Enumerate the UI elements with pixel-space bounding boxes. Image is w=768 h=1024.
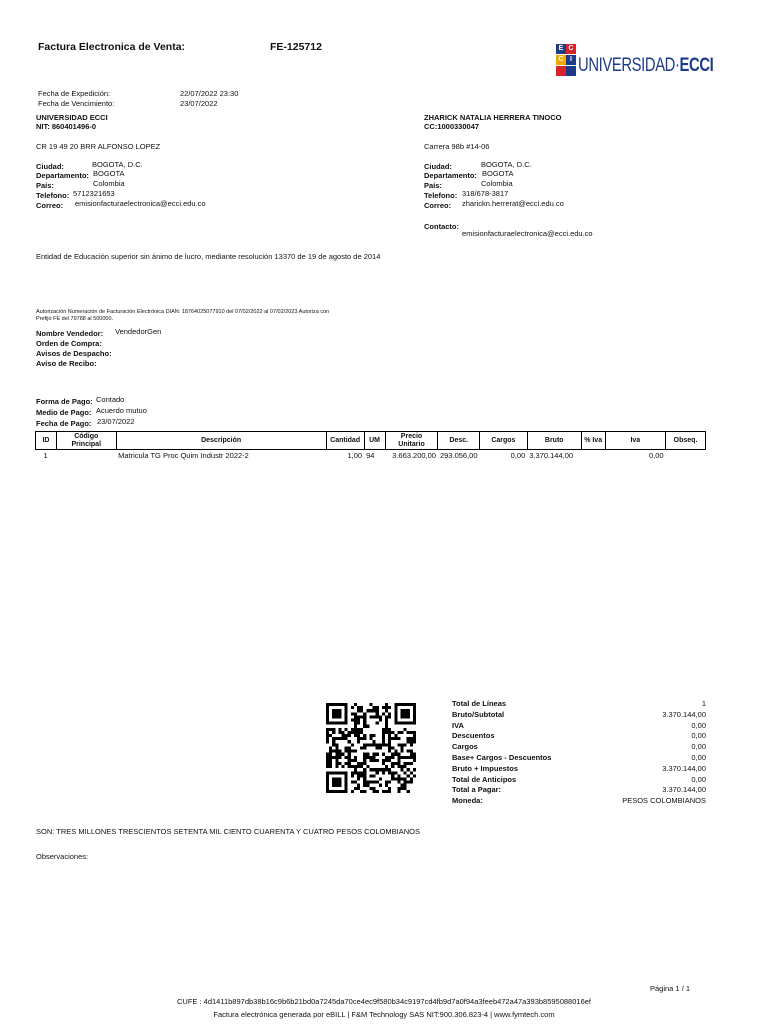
entity-note: Entidad de Educación superior sin ánimo de lucro, mediante resolución 13370 de 19 de agosto de 2014 — [36, 252, 381, 261]
total-value: 0,00 — [691, 742, 706, 752]
logo-letter-c1: C — [566, 44, 576, 54]
col-header-iva: Iva — [605, 432, 665, 450]
vendedor-value: VendedorGen — [115, 327, 162, 336]
total-label: IVA — [452, 720, 464, 730]
issuer-pais-label: País: — [36, 181, 54, 190]
forma-pago-label: Forma de Pago: — [36, 397, 93, 406]
fecha-pago-label: Fecha de Pago: — [36, 419, 92, 428]
col-header-precio: Precio Unitario — [385, 432, 438, 450]
total-value: 1 — [701, 699, 706, 708]
fecha-vencimiento-label: Fecha de Vencimiento: — [38, 99, 115, 108]
total-label: Cargos — [452, 742, 478, 752]
cufe: CUFE : 4d1411b897db38b16c9b6b21bd0a7245da70ce4ec9f580b34c9197cd4fb9d7a0f94a3feeb472a47a393b8595088016ef — [177, 997, 591, 1006]
total-label: Bruto + Impuestos — [452, 763, 519, 773]
customer-contacto-label: Contacto: — [424, 222, 459, 231]
cell-desc: 293.056,00 — [439, 451, 478, 460]
total-value: 3.370.144,00 — [662, 763, 706, 773]
cell-bruto: 3.370.144,00 — [529, 451, 574, 460]
items-table — [35, 431, 706, 461]
total-label: Total de Anticipos — [452, 774, 517, 784]
total-label: Bruto/Subtotal — [452, 709, 505, 719]
total-value: 0,00 — [691, 720, 706, 730]
orden-compra-label: Orden de Compra: — [36, 339, 102, 348]
cell-um: 94 — [366, 451, 375, 460]
logo-block — [556, 66, 566, 76]
total-value: 0,00 — [691, 774, 706, 784]
medio-pago-value: Acuerdo mutuo — [96, 406, 147, 415]
col-header-desc: Desc. — [438, 432, 480, 450]
avisos-despacho-label: Avisos de Despacho: — [36, 349, 112, 358]
customer-contacto: emisionfacturaelectronica@ecci.edu.co — [462, 229, 593, 238]
document-type-label: Factura Electronica de Venta: — [38, 41, 186, 53]
logo-letter-i: I — [566, 55, 576, 65]
customer-tel: 318/678-3817 — [462, 189, 509, 198]
table-row — [36, 450, 706, 462]
col-header-cantidad: Cantidad — [326, 432, 364, 450]
col-header-cargos: Cargos — [480, 432, 528, 450]
issuer-tel-label: Telefono: — [36, 191, 70, 200]
cell-codigo — [56, 450, 116, 462]
customer-tel-label: Telefono: — [424, 191, 458, 200]
aviso-recibo-label: Aviso de Recibo: — [36, 359, 97, 368]
total-value: PESOS COLOMBIANOS — [622, 796, 706, 806]
col-header-codigo: Código Principal — [56, 432, 116, 450]
issuer-pais: Colombia — [93, 179, 125, 188]
generated-by: Factura electrónica generada por eBILL | F&M Technology SAS NIT:900.306.823-4 | www.fymtech.com — [213, 1010, 555, 1019]
logo-wordmark: UNIVERSIDAD·ECCI — [578, 55, 714, 76]
medio-pago-label: Medio de Pago: — [36, 408, 92, 417]
customer-ciudad: BOGOTA, D.C. — [481, 160, 532, 169]
logo-letter-e: E — [556, 44, 566, 54]
table-header-row — [36, 432, 706, 450]
customer-correo-label: Correo: — [424, 201, 452, 210]
total-label: Base+ Cargos - Descuentos — [452, 753, 552, 762]
customer-correo: zharickn.herrerat@ecci.edu.co — [462, 199, 564, 208]
fecha-expedicion-value: 22/07/2022 23:30 — [180, 89, 239, 98]
logo-block-2 — [566, 66, 576, 76]
cell-cantidad: 1,00 — [347, 451, 363, 460]
issuer-ciudad: BOGOTA, D.C. — [92, 160, 143, 169]
fecha-pago-value: 23/07/2022 — [97, 417, 135, 426]
total-value: 0,00 — [691, 731, 706, 741]
qr-code-icon — [326, 703, 416, 793]
total-label: Total a Pagar: — [452, 785, 502, 795]
cell-cargos: 0,00 — [510, 451, 526, 460]
customer-depto: BOGOTA — [482, 169, 514, 178]
issuer-tel: 5712321653 — [73, 189, 115, 198]
customer-id: CC:1000330047 — [424, 122, 480, 131]
total-label: Moneda: — [452, 796, 483, 806]
total-label: Total de Líneas — [452, 699, 507, 708]
issuer-ciudad-label: Ciudad: — [36, 162, 64, 171]
customer-ciudad-label: Ciudad: — [424, 162, 452, 171]
issuer-correo-label: Correo: — [36, 201, 64, 210]
invoice-number: FE-125712 — [270, 41, 322, 53]
dian-authorization-line1: Autorización Numeración de Facturación Electrónica DIAN: 18764025077910 del 07/02/2022 al 07/02/2023 Autoriza con — [36, 309, 330, 315]
cell-descripcion: Matricula TG Proc Quim Industr 2022-2 — [118, 451, 249, 460]
issuer-correo: emisionfacturaelectronica@ecci.edu.co — [75, 199, 206, 208]
customer-depto-label: Departamento: — [424, 171, 477, 180]
forma-pago-value: Contado — [96, 395, 125, 404]
issuer-depto-label: Departamento: — [36, 171, 89, 180]
customer-address: Carrera 98b #14-06 — [424, 142, 490, 151]
customer-pais: Colombia — [481, 179, 513, 188]
observaciones-label: Observaciones: — [36, 852, 89, 861]
total-value: 3.370.144,00 — [662, 785, 706, 795]
page-number: Página 1 / 1 — [650, 984, 691, 993]
col-header-descripcion: Descripción — [116, 432, 326, 450]
fecha-vencimiento-value: 23/07/2022 — [180, 99, 218, 108]
col-header-pct-iva: % Iva — [581, 432, 605, 450]
col-header-obseq: Obseq. — [666, 432, 706, 450]
total-label: Descuentos — [452, 731, 495, 741]
dian-authorization-line2: Prefijo FE del 79788 al 500000. — [36, 316, 114, 322]
university-logo — [556, 40, 714, 84]
col-header-id: ID — [36, 432, 57, 450]
issuer-name: UNIVERSIDAD ECCI — [36, 113, 108, 122]
col-header-um: UM — [364, 432, 385, 450]
cell-id: 1 — [43, 451, 48, 460]
customer-name: ZHARICK NATALIA HERRERA TINOCO — [424, 113, 562, 122]
cell-iva: 0,00 — [648, 451, 664, 460]
logo-letter-c2: C — [556, 55, 566, 65]
fecha-expedicion-label: Fecha de Expedición: — [38, 89, 111, 98]
issuer-address: CR 19 49 20 BRR ALFONSO LOPEZ — [36, 142, 161, 151]
total-value: 3.370.144,00 — [662, 709, 706, 719]
total-value: 0,00 — [691, 753, 706, 762]
customer-pais-label: País: — [424, 181, 442, 190]
col-header-bruto: Bruto — [527, 432, 581, 450]
vendedor-label: Nombre Vendedor: — [36, 329, 104, 338]
issuer-depto: BOGOTA — [93, 169, 125, 178]
cell-pct-iva — [581, 450, 605, 462]
issuer-nit: NIT: 860401496-0 — [36, 122, 97, 131]
cell-precio: 3.663.200,00 — [392, 451, 436, 460]
cell-obseq — [666, 450, 706, 462]
amount-in-words: SON: TRES MILLONES TRESCIENTOS SETENTA MIL CIENTO CUARENTA Y CUATRO PESOS COLOMBIANOS — [36, 827, 420, 836]
